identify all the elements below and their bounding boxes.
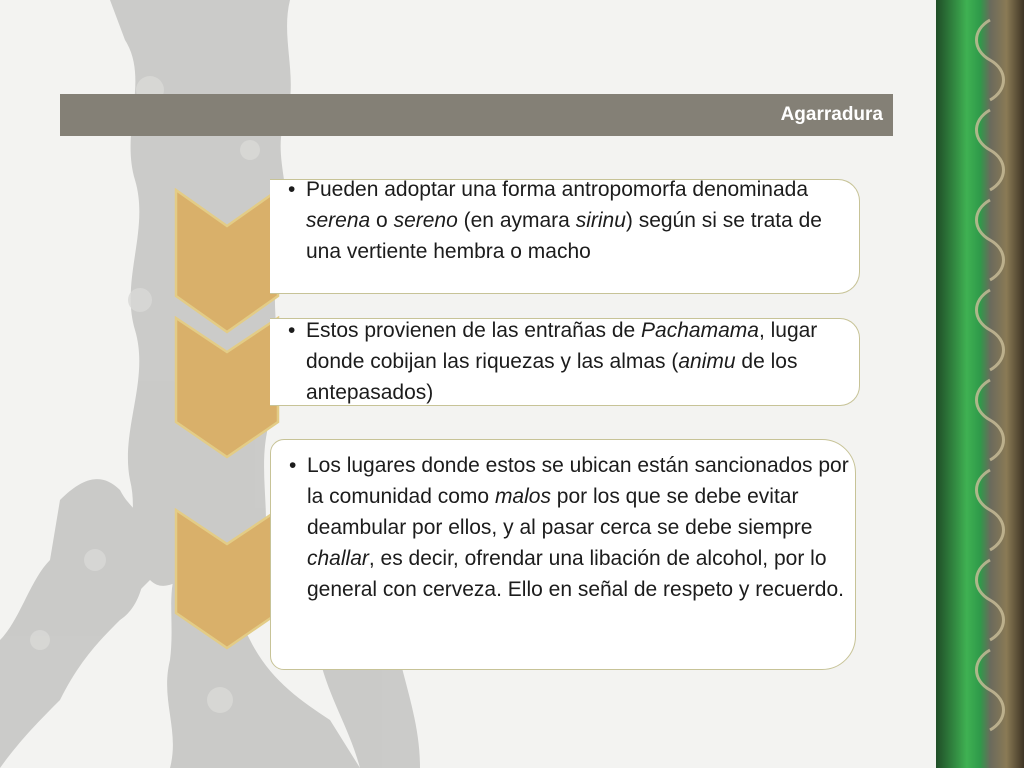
slide-title: Agarradura <box>780 104 883 125</box>
chevron-3-icon <box>174 508 280 650</box>
item-text: Los lugares donde estos se ubican están sancionados por la comunidad como malos por los que se debe evitar deambular por ellos, y al pasar cerca se debe siempre challar, es decir, ofrendar una libación de alcohol, por lo general con cerveza. Ello en señal de respeto y recuerdo. <box>307 454 849 601</box>
text-card-2 <box>270 318 860 406</box>
list-item <box>283 450 855 605</box>
chevron-2-icon <box>174 316 280 459</box>
text-card-3 <box>270 439 856 670</box>
bullet-marker: • <box>288 178 296 201</box>
chevron-1-icon <box>174 188 280 334</box>
bullet-list-3 <box>283 450 855 605</box>
header-bar <box>60 94 893 136</box>
text-card-1 <box>270 179 860 294</box>
bullet-list-2 <box>282 315 859 408</box>
bullet-marker: • <box>289 454 297 477</box>
list-item <box>282 315 859 408</box>
item-text: Pueden adoptar una forma antropomorfa denominada serena o sereno (en aymara sirinu) según si se trata de una vertiente hembra o macho <box>306 178 822 263</box>
bullet-marker: • <box>288 319 296 342</box>
bullet-list-1 <box>282 174 859 267</box>
list-item <box>282 174 859 267</box>
item-text: Estos provienen de las entrañas de Pachamama, lugar donde cobijan las riquezas y las almas (animu de los antepasados) <box>306 319 818 404</box>
